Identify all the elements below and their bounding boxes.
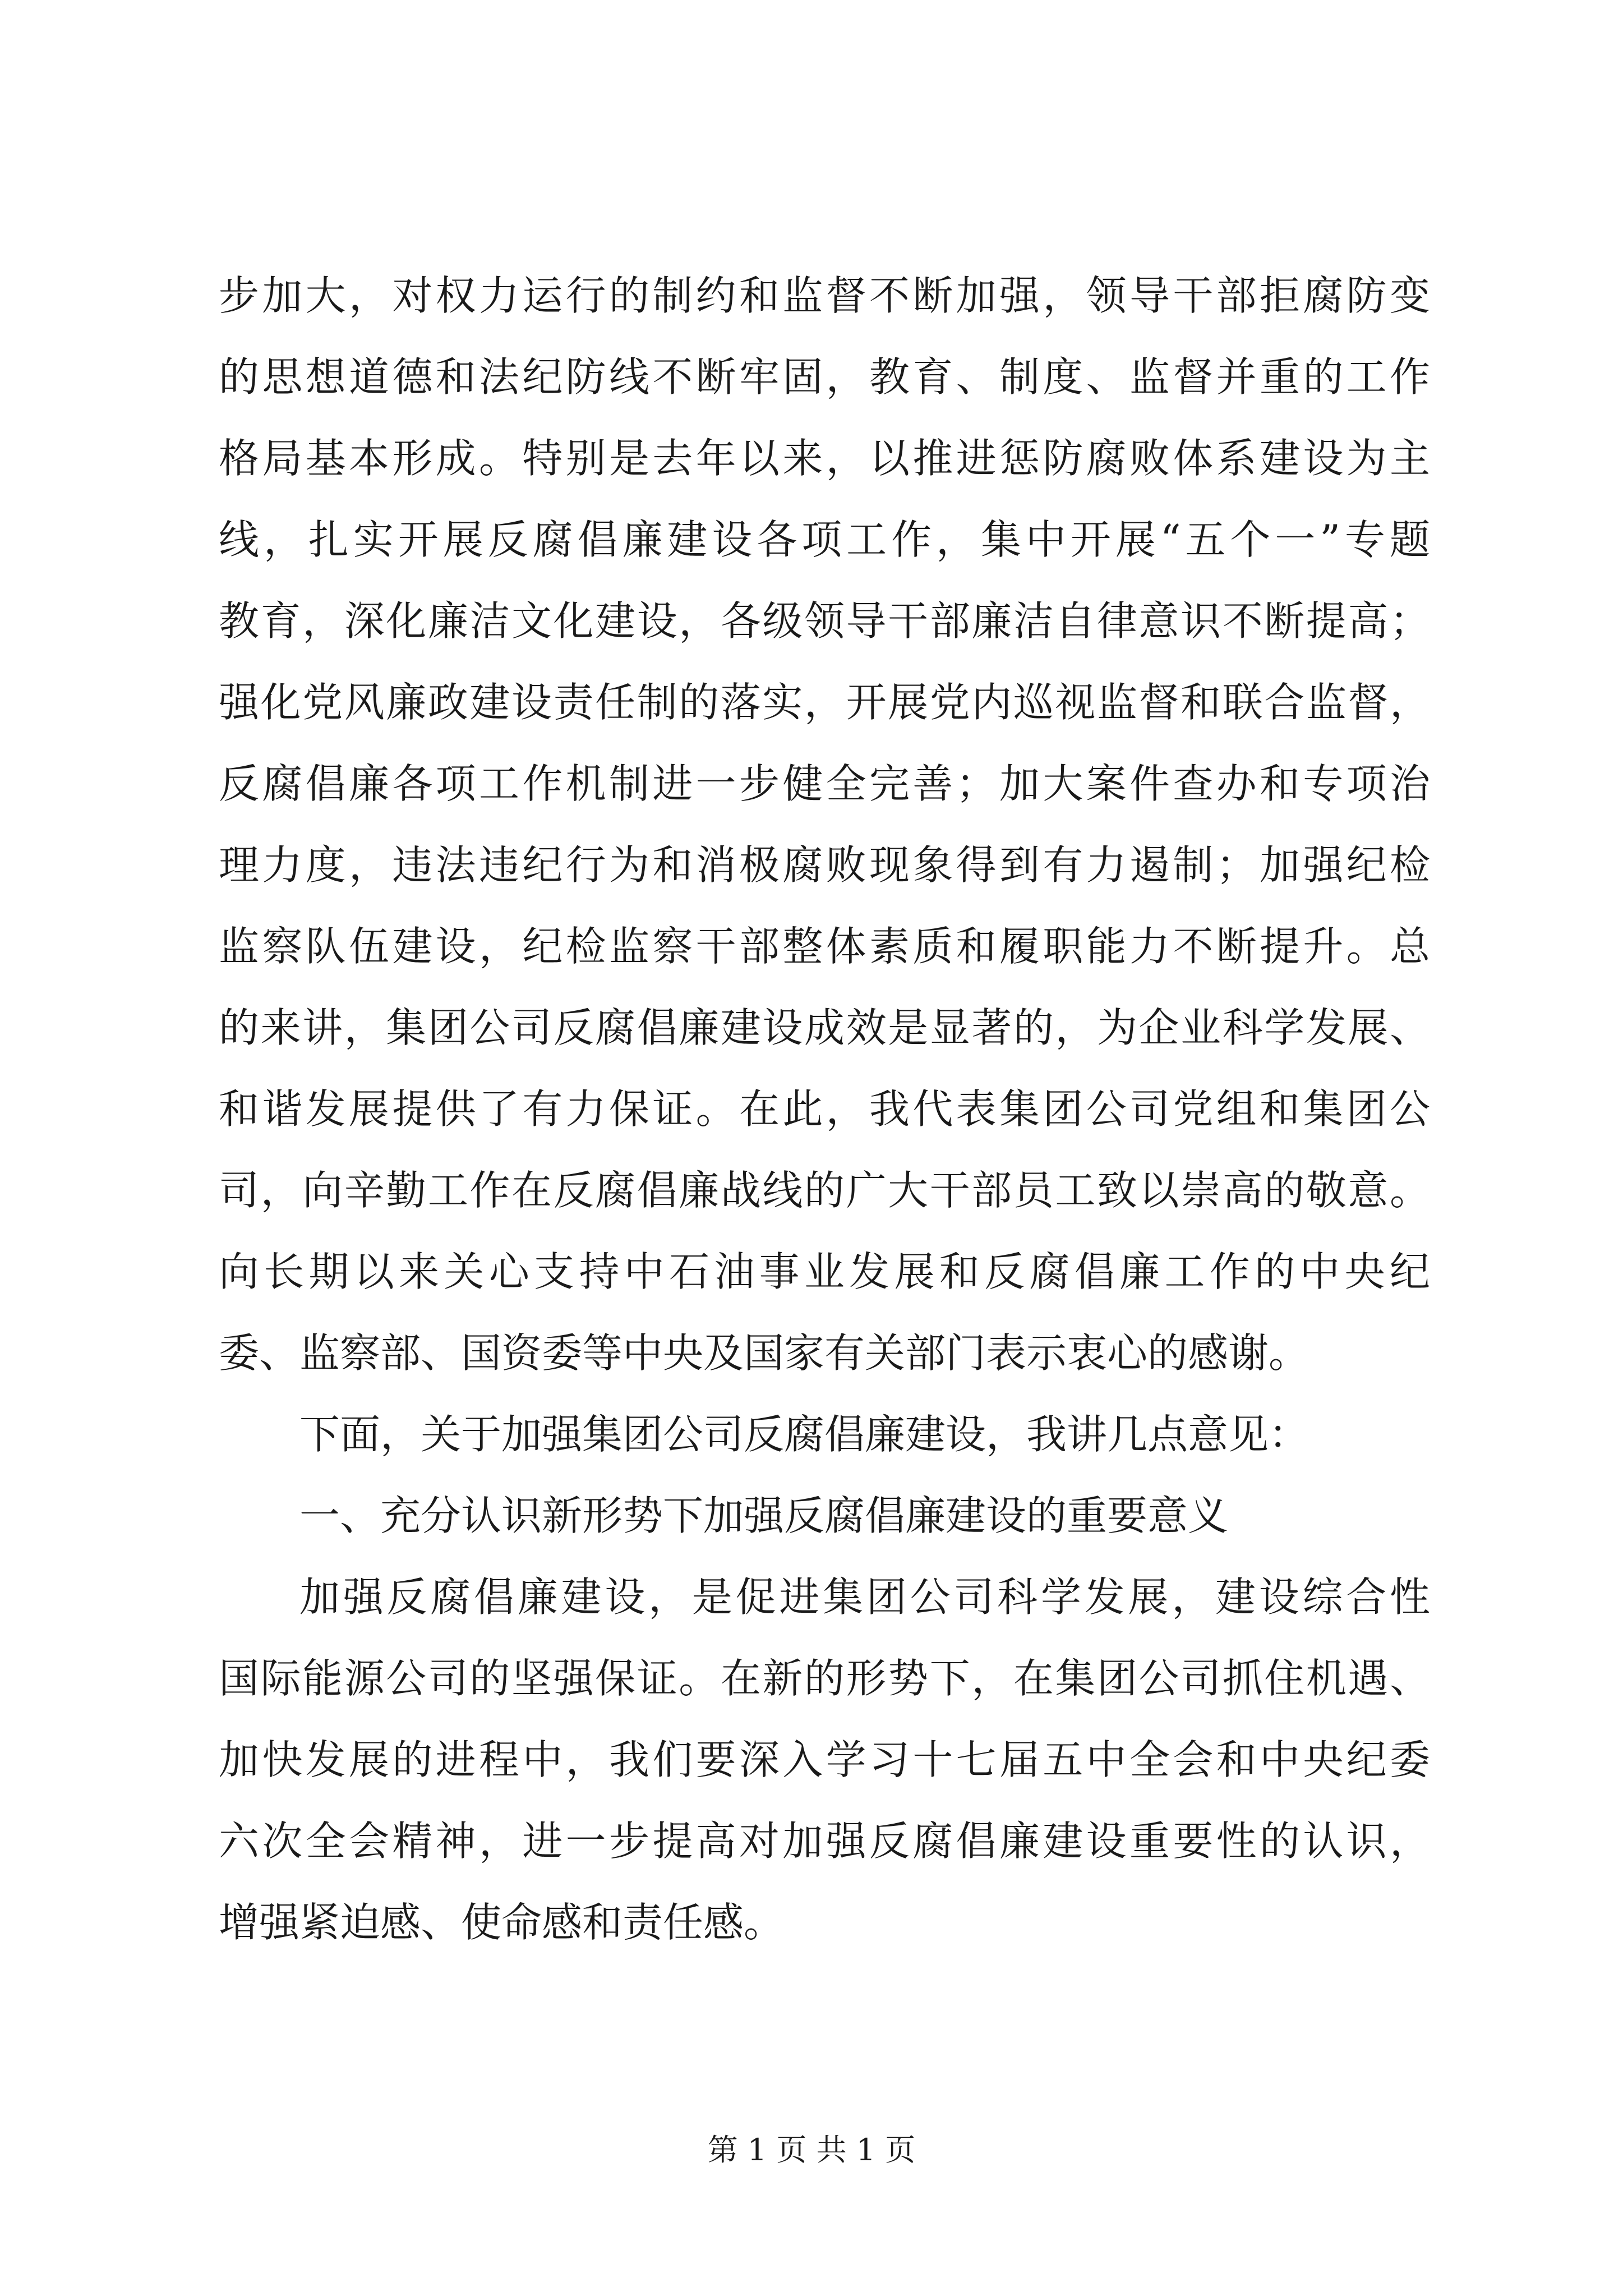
text-line: 国际能源公司的坚强保证。在新的形势下，在集团公司抓住机遇、 (219, 1655, 1430, 1702)
text-line: 向长期以来关心支持中石油事业发展和反腐倡廉工作的中央纪 (219, 1248, 1430, 1295)
text-line: 的思想道德和法纪防线不断牢固，教育、制度、监督并重的工作 (219, 353, 1430, 401)
page-number: 第 1 页 共 1 页 (707, 2132, 916, 2168)
text-line: 教育，深化廉洁文化建设，各级领导干部廉洁自律意识不断提高； (219, 597, 1430, 645)
text-line: 六次全会精神，进一步提高对加强反腐倡廉建设重要性的认识， (219, 1818, 1430, 1865)
text-line: 和谐发展提供了有力保证。在此，我代表集团公司党组和集团公 (219, 1085, 1430, 1133)
text-line: 步加大，对权力运行的制约和监督不断加强，领导干部拒腐防变 (219, 272, 1430, 319)
section-heading: 一、充分认识新形势下加强反腐倡廉建设的重要意义 (299, 1492, 1229, 1539)
text-line: 监察队伍建设，纪检监察干部整体素质和履职能力不断提升。总 (219, 923, 1430, 970)
text-line: 增强紧迫感、使命感和责任感。 (219, 1899, 785, 1946)
text-line: 的来讲，集团公司反腐倡廉建设成效是显著的，为企业科学发展、 (219, 1004, 1430, 1051)
text-line: 司，向辛勤工作在反腐倡廉战线的广大干部员工致以崇高的敬意。 (219, 1167, 1430, 1214)
text-line: 反腐倡廉各项工作机制进一步健全完善；加大案件查办和专项治 (219, 760, 1430, 807)
text-line: 格局基本形成。特别是去年以来，以推进惩防腐败体系建设为主 (219, 435, 1430, 482)
paragraph-intro: 下面，关于加强集团公司反腐倡廉建设，我讲几点意见： (299, 1411, 1310, 1458)
text-line: 强化党风廉政建设责任制的落实，开展党内巡视监督和联合监督， (219, 679, 1430, 726)
text-line: 加快发展的进程中，我们要深入学习十七届五中全会和中央纪委 (219, 1736, 1430, 1783)
text-line: 委、监察部、国资委等中央及国家有关部门表示衷心的感谢。 (219, 1329, 1310, 1377)
page-footer (0, 2126, 1623, 2169)
text-line: 理力度，违法违纪行为和消极腐败现象得到有力遏制；加强纪检 (219, 841, 1430, 889)
document-body (219, 255, 1430, 1963)
text-line: 加强反腐倡廉建设，是促进集团公司科学发展，建设综合性 (299, 1573, 1430, 1621)
text-line: 线，扎实开展反腐倡廉建设各项工作，集中开展“五个一”专题 (219, 516, 1430, 563)
